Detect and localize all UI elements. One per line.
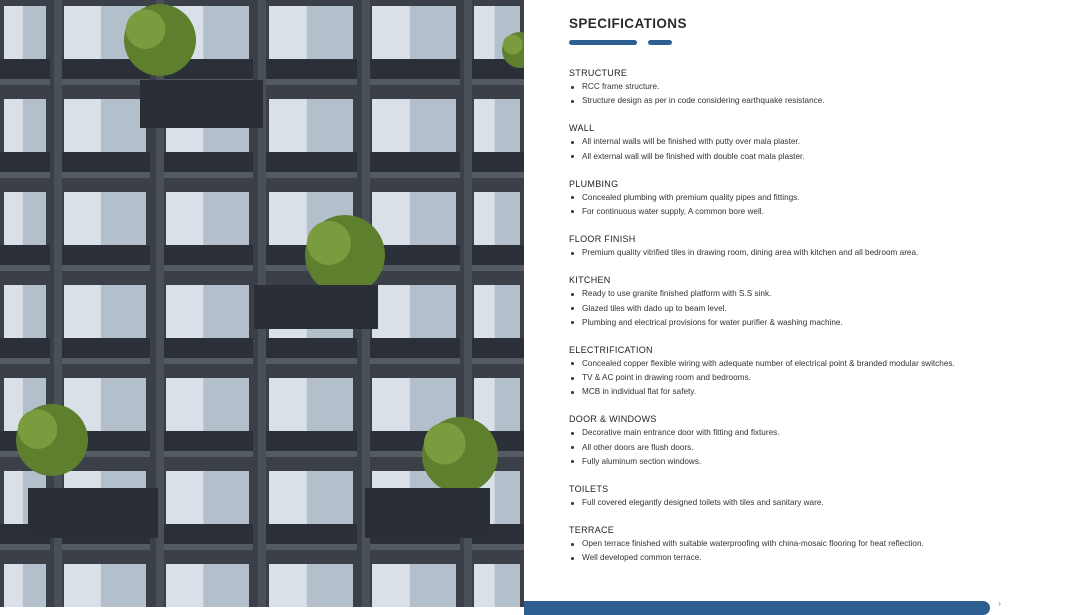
spec-item: MCB in individual flat for safety.	[569, 385, 1049, 399]
spec-item: Fully aluminum section windows.	[569, 455, 1049, 469]
spec-item: Concealed copper flexible wiring with adequate number of electrical point & branded modular switches.	[569, 357, 1049, 371]
spec-section	[569, 121, 1049, 163]
spec-item: RCC frame structure.	[569, 80, 1049, 94]
balcony-railing	[265, 152, 357, 172]
balcony-railing	[470, 152, 524, 172]
floor-slab	[162, 172, 253, 178]
spec-section	[569, 177, 1049, 219]
section-heading: WALL	[569, 123, 595, 134]
planter-box	[365, 488, 490, 538]
tree-foliage-highlight	[18, 409, 58, 449]
balcony-railing	[368, 59, 460, 79]
chevron-right-icon: ›	[998, 598, 1001, 608]
floor-slab	[265, 544, 357, 550]
balcony-railing	[0, 59, 50, 79]
balcony-railing	[0, 152, 50, 172]
floor-slab	[470, 79, 524, 85]
balcony-railing	[162, 152, 253, 172]
floor-slab	[162, 265, 253, 271]
tree-foliage-highlight	[424, 423, 466, 465]
tree-foliage-highlight	[307, 221, 351, 265]
spec-item: Plumbing and electrical provisions for water purifier & washing machine.	[569, 316, 1049, 330]
section-heading: PLUMBING	[569, 178, 619, 189]
building-facade-illustration	[0, 0, 524, 607]
section-heading: KITCHEN	[569, 275, 611, 286]
balcony-railing	[368, 338, 460, 358]
floor-slab	[0, 79, 50, 85]
specifications-panel	[569, 16, 1049, 566]
spec-section	[569, 66, 1049, 108]
balcony-railing	[60, 338, 150, 358]
balcony-railing	[368, 152, 460, 172]
spec-list	[569, 80, 1049, 108]
title-underline	[569, 40, 1049, 46]
floor-slab	[0, 265, 50, 271]
planter-box	[28, 488, 158, 538]
spec-item: Concealed plumbing with premium quality pipes and fittings.	[569, 191, 1049, 205]
floor-slab	[470, 544, 524, 550]
spec-list	[569, 135, 1049, 163]
window-curtain	[166, 564, 203, 607]
spec-section	[569, 412, 1049, 469]
floor-slab	[0, 172, 50, 178]
spec-item: Premium quality vitrified tiles in drawing room, dining area with kitchen and all bedroom area.	[569, 246, 1049, 260]
floor-slab	[162, 451, 253, 457]
floor-slab	[470, 358, 524, 364]
balcony-railing	[470, 338, 524, 358]
spec-item: Ready to use granite finished platform with S.S sink.	[569, 287, 1049, 301]
window-curtain	[474, 564, 495, 607]
balcony-railing	[265, 431, 357, 451]
spec-item: Structure design as per in code considering earthquake resistance.	[569, 94, 1049, 108]
title-underline-long	[569, 40, 637, 45]
section-heading: TERRACE	[569, 525, 615, 536]
floor-slab	[162, 544, 253, 550]
floor-slab	[60, 544, 150, 550]
spec-item: Open terrace finished with suitable waterproofing with china-mosaic flooring for heat reflection.	[569, 537, 1049, 551]
floor-slab	[265, 172, 357, 178]
spec-item: All internal walls will be finished with putty over mala plaster.	[569, 135, 1049, 149]
floor-slab	[470, 265, 524, 271]
spec-item: TV & AC point in drawing room and bedrooms.	[569, 371, 1049, 385]
spec-list	[569, 357, 1049, 400]
balcony-railing	[60, 152, 150, 172]
spec-item: All external wall will be finished with double coat mala plaster.	[569, 150, 1049, 164]
tree-foliage-highlight	[126, 9, 166, 49]
building-facade-image	[0, 0, 524, 607]
floor-slab	[368, 79, 460, 85]
spec-list	[569, 537, 1049, 565]
balcony-railing	[162, 338, 253, 358]
section-heading: FLOOR FINISH	[569, 234, 636, 245]
section-heading: DOOR & WINDOWS	[569, 414, 657, 425]
window-curtain	[269, 564, 307, 607]
window-curtain	[64, 564, 101, 607]
spec-section	[569, 523, 1049, 565]
floor-slab	[470, 172, 524, 178]
balcony-railing	[0, 245, 50, 265]
spec-item: Decorative main entrance door with fitting and fixtures.	[569, 426, 1049, 440]
spec-list	[569, 246, 1049, 260]
spec-list	[569, 287, 1049, 330]
section-heading: STRUCTURE	[569, 68, 628, 78]
spec-item: Glazed tiles with dado up to beam level.	[569, 302, 1049, 316]
balcony-railing	[265, 59, 357, 79]
floor-slab	[368, 544, 460, 550]
section-heading: TOILETS	[569, 484, 609, 494]
spec-list	[569, 496, 1049, 510]
page-title: SPECIFICATIONS	[569, 16, 687, 31]
bottom-accent-bar	[524, 601, 990, 615]
balcony-railing	[265, 338, 357, 358]
floor-slab	[60, 265, 150, 271]
spec-list	[569, 191, 1049, 219]
floor-slab	[0, 358, 50, 364]
section-heading: ELECTRIFICATION	[569, 344, 653, 355]
spec-item: Well developed common terrace.	[569, 551, 1049, 565]
spec-section	[569, 273, 1049, 330]
spec-sections	[569, 66, 1049, 566]
window-curtain	[372, 564, 410, 607]
balcony-railing	[162, 524, 253, 544]
planter-box	[140, 80, 263, 128]
floor-slab	[265, 358, 357, 364]
floor-slab	[60, 79, 150, 85]
planter-box	[254, 285, 378, 329]
balcony-railing	[162, 431, 253, 451]
tree-foliage-highlight	[503, 35, 523, 55]
floor-slab	[0, 544, 50, 550]
floor-slab	[368, 358, 460, 364]
balcony-railing	[0, 338, 50, 358]
spec-item: All other doors are flush doors.	[569, 441, 1049, 455]
balcony-railing	[162, 245, 253, 265]
balcony-railing	[60, 245, 150, 265]
floor-slab	[162, 358, 253, 364]
spec-section	[569, 343, 1049, 400]
spec-section	[569, 482, 1049, 510]
floor-slab	[60, 358, 150, 364]
spec-item: For continuous water supply, A common bore well.	[569, 205, 1049, 219]
window-curtain	[4, 564, 23, 607]
spec-section	[569, 232, 1049, 260]
balcony-railing	[265, 524, 357, 544]
spec-item: Full covered elegantly designed toilets with tiles and sanitary ware.	[569, 496, 1049, 510]
spec-list	[569, 426, 1049, 469]
title-underline-short	[648, 40, 672, 45]
floor-slab	[368, 172, 460, 178]
floor-slab	[265, 451, 357, 457]
floor-slab	[60, 172, 150, 178]
floor-slab	[265, 79, 357, 85]
balcony-railing	[470, 245, 524, 265]
